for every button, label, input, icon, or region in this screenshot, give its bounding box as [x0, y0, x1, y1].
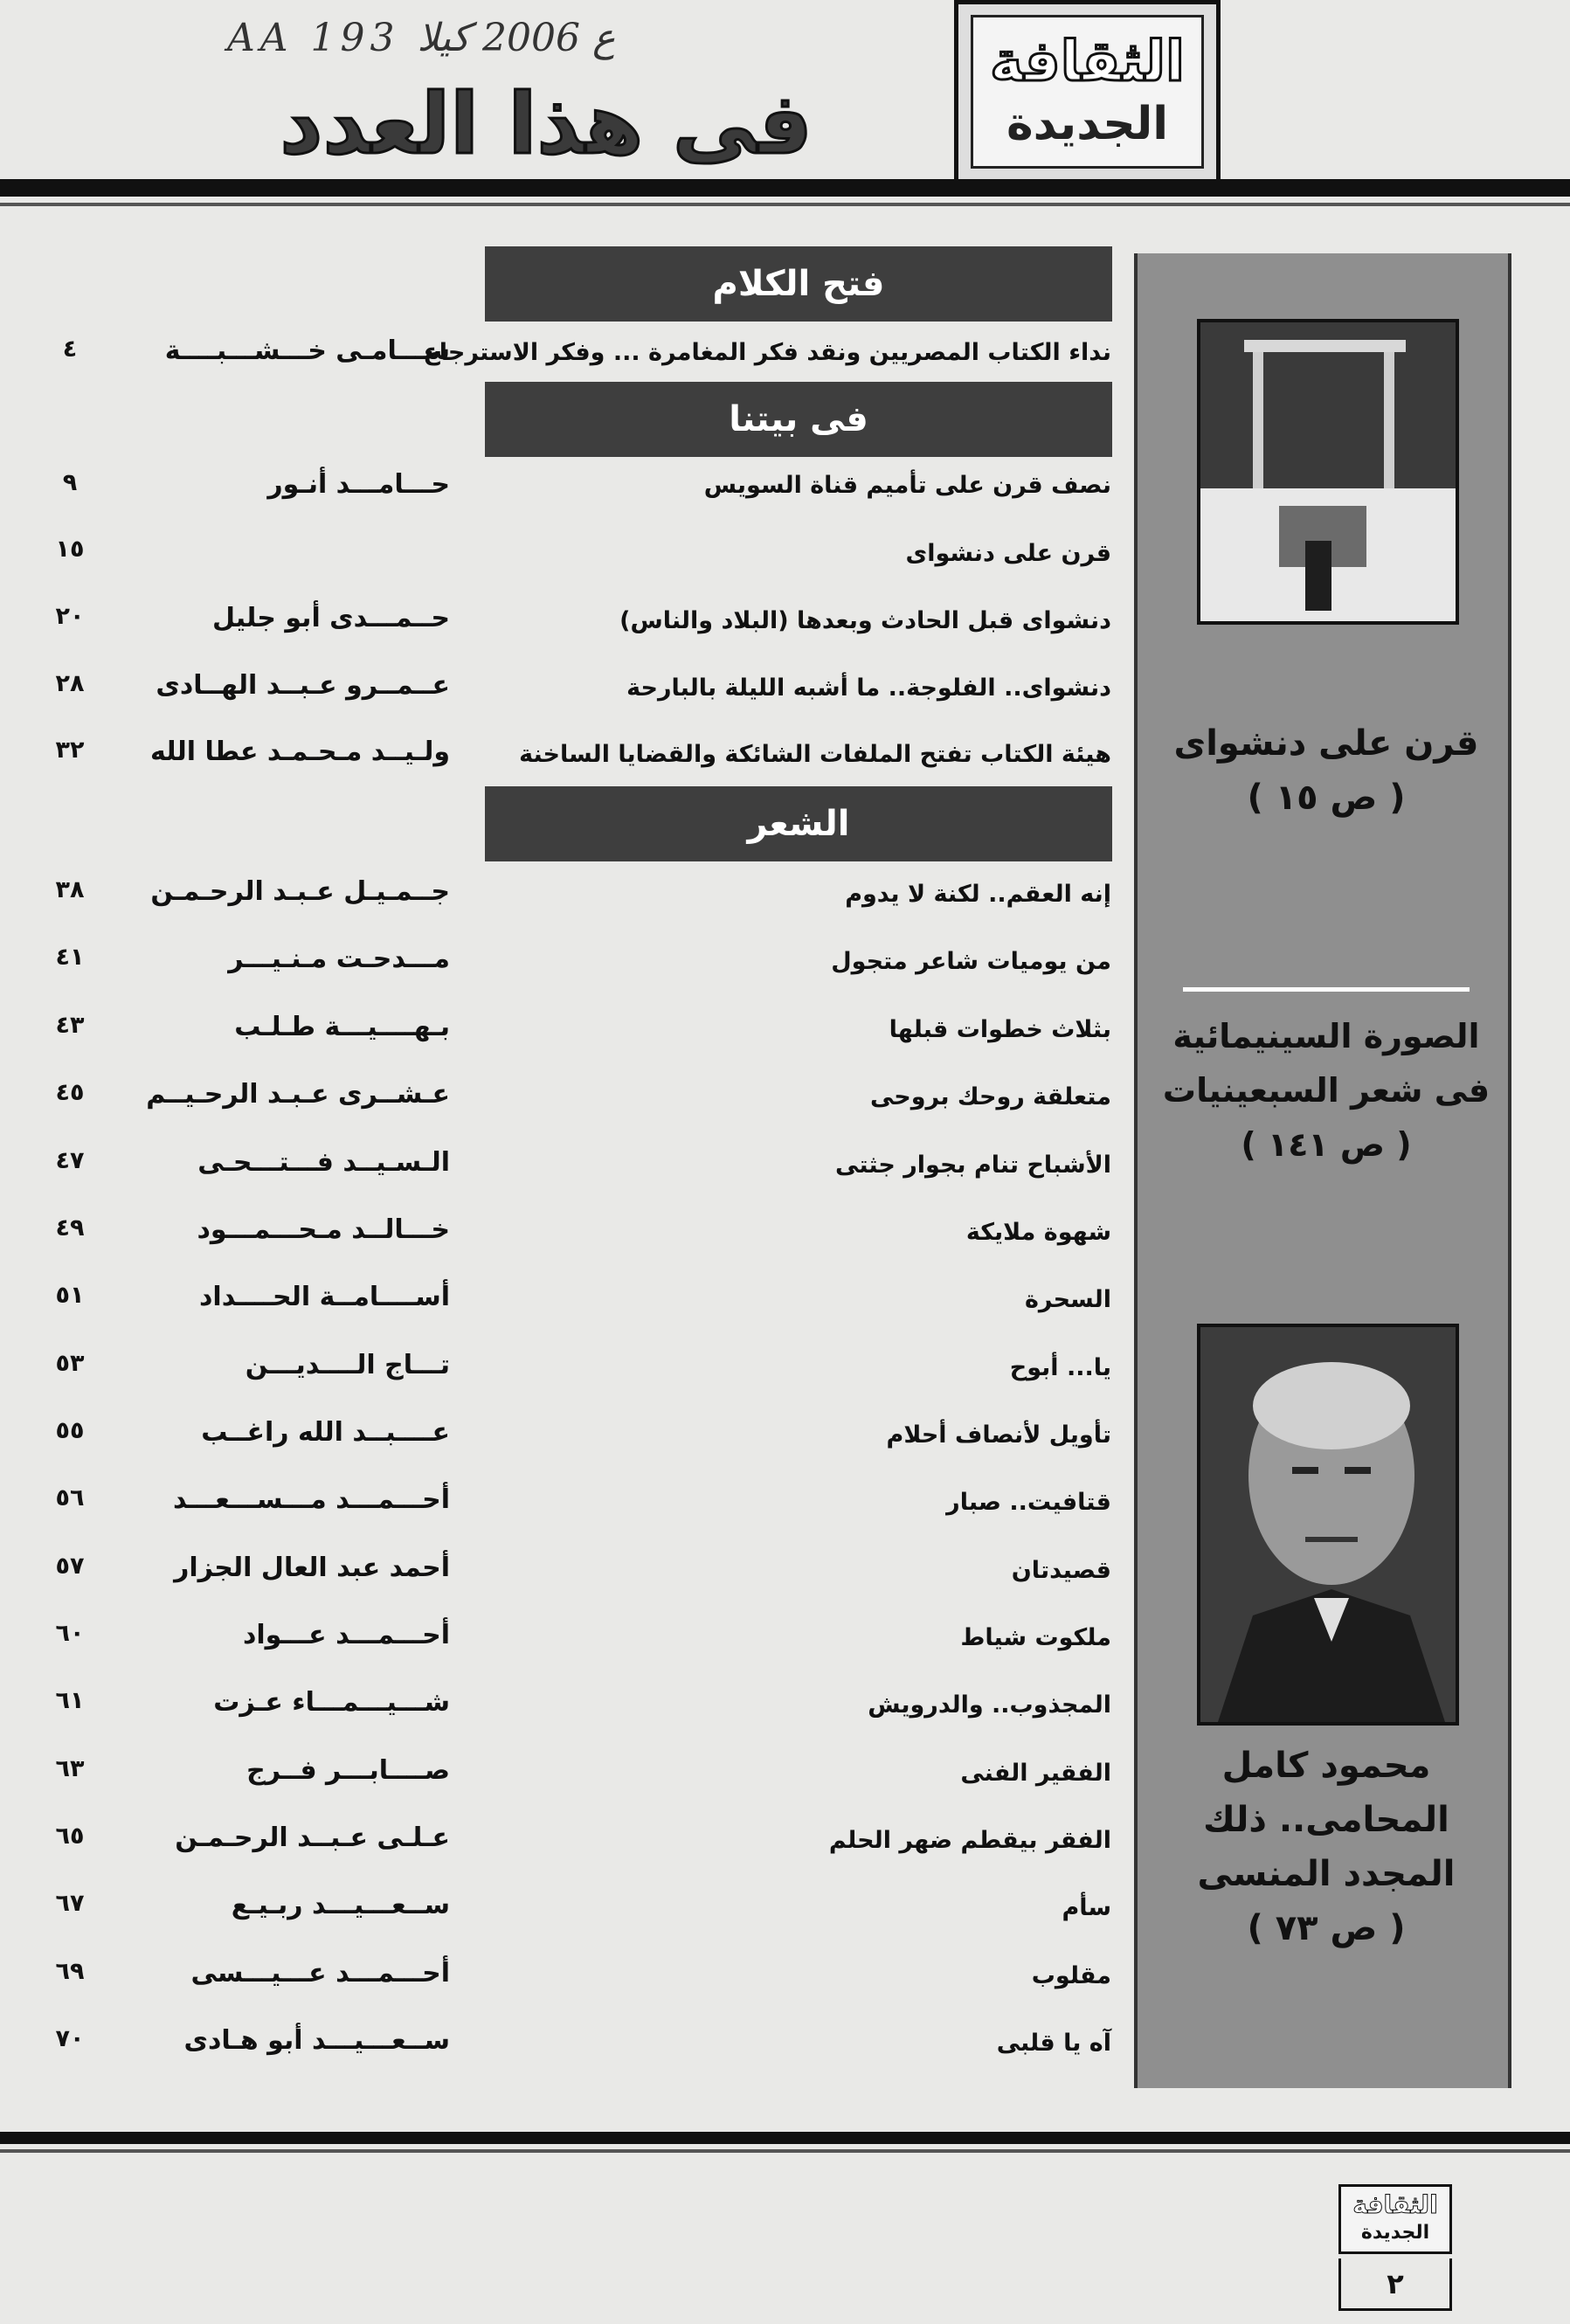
section-heading: الشعر — [485, 786, 1112, 861]
toc-entry-author: عــــبــد الله راغــب — [201, 1417, 450, 1448]
logo-word-bottom: الجديدة — [1006, 98, 1169, 150]
toc-entry-author: شـــيـــمـــاء عـزت — [213, 1687, 450, 1718]
masthead-title: فى هذا العدد — [280, 75, 813, 173]
toc-entry-page: ٤٩ — [55, 1214, 85, 1242]
toc-entry-author: ســعـــيـــد أبو هـادى — [183, 2025, 450, 2056]
toc-entry-page: ٣٨ — [55, 876, 85, 903]
toc-entry-title[interactable]: من يوميات شاعر متجول — [831, 948, 1111, 975]
feature-denshway-page: ( ص ١٥ ) — [1247, 778, 1406, 818]
toc-entry-page: ٤ — [62, 335, 78, 363]
feature-denshway-title: قرن على دنشواى — [1173, 723, 1479, 764]
toc-entry-title[interactable]: سأم — [1062, 1894, 1111, 1921]
toc-entry-author: حـــامـــد أنـور — [267, 469, 450, 500]
toc-entry-page: ٥٧ — [55, 1553, 85, 1580]
toc-entry-page: ٤٥ — [55, 1079, 85, 1106]
toc-entry-page: ٥٥ — [55, 1417, 85, 1444]
feature-mahmoud-page: ( ص ٧٣ ) — [1247, 1908, 1406, 1948]
toc-entry-author: تـــاج الــــديـــن — [245, 1350, 450, 1380]
toc-entry-page: ٧٠ — [55, 2025, 85, 2052]
toc-entry-title[interactable]: هيئة الكتاب تفتح الملفات الشائكة والقضايا الساخنة — [519, 741, 1111, 768]
toc-entry-page: ٦٣ — [55, 1755, 85, 1782]
portrait-image — [1200, 1327, 1456, 1722]
toc-entry-title[interactable]: شهوة ملايكة — [965, 1219, 1111, 1246]
toc-entry-page: ٤١ — [55, 944, 85, 971]
toc-entry-page: ٩ — [62, 469, 78, 496]
toc-entry-page: ٢٠ — [55, 603, 85, 630]
footer-logo-word-bottom: الجديدة — [1360, 2222, 1430, 2244]
section-heading: فى بيتنا — [485, 382, 1112, 457]
footer-logo-word-top: الثقافة — [1352, 2190, 1438, 2219]
logo-word-top: الثقافة — [990, 30, 1185, 94]
feature-mahmoud-line-1: محمود كامل — [1221, 1746, 1431, 1786]
gallows-photo-image — [1200, 322, 1456, 621]
toc-entry-page: ٤٣ — [55, 1012, 85, 1039]
toc-entry-author: صــــابـــر فــرج — [246, 1755, 450, 1786]
page-header — [0, 0, 1570, 190]
toc-entry-title[interactable]: السحرة — [1024, 1286, 1111, 1313]
toc-entry-title[interactable]: آه يا قلبى — [996, 2030, 1111, 2057]
toc-entry-title[interactable]: دنشواى.. الفلوجة.. ما أشبه الليلة بالبارحة — [626, 674, 1111, 702]
feature-cinema-line-2: فى شعر السبعينيات — [1162, 1071, 1490, 1110]
toc-entry-title[interactable]: ملكوت شياط — [960, 1624, 1111, 1651]
feature-mahmoud-kamel-caption — [1155, 1739, 1497, 1955]
feature-sidebar — [1134, 253, 1511, 2088]
toc-entry-author: خـــالــد مـحـــمـــود — [197, 1214, 450, 1245]
toc-entry-author: مـــدحـت مـنـيـــر — [228, 944, 450, 974]
footer-divider-thin — [0, 2149, 1570, 2153]
toc-entry-author: ســـامـى خـــشـــبــــة — [164, 335, 450, 366]
toc-entry-page: ١٥ — [55, 536, 85, 563]
toc-entry-title[interactable]: مقلوب — [1031, 1962, 1111, 1989]
section-heading: فتح الكلام — [485, 246, 1112, 322]
feature-denshway-caption — [1155, 716, 1497, 825]
toc-entry-page: ٦٩ — [55, 1958, 85, 1985]
toc-entry-title[interactable]: قتافيت.. صبار — [946, 1489, 1111, 1516]
toc-entry-page: ٦١ — [55, 1687, 85, 1714]
toc-entry-title[interactable]: دنشواى قبل الحادث وبعدها (البلاد والناس) — [619, 607, 1111, 634]
toc-entry-title[interactable]: الأشباح تنام بجوار جثتى — [835, 1152, 1111, 1179]
toc-entry-page: ٦٠ — [55, 1620, 85, 1647]
sidebar-divider — [1183, 987, 1470, 992]
toc-entry-author: الـسـيــد فـــتـــحـى — [197, 1147, 450, 1178]
feature-cinema-caption — [1155, 1009, 1497, 1172]
toc-entry-author: ســعـــيـــد ربـيـع — [231, 1890, 450, 1920]
logo-frame — [971, 15, 1204, 169]
feature-cinema-line-1: الصورة السينيمائية — [1172, 1017, 1480, 1055]
footer-logo — [1338, 2184, 1452, 2254]
toc-entry-title[interactable]: نصف قرن على تأميم قناة السويس — [703, 472, 1111, 499]
toc-entry-page: ٦٥ — [55, 1823, 85, 1850]
toc-entry-page: ٥١ — [55, 1282, 85, 1309]
toc-entry-author: بـهــــيـــة طـلـب — [234, 1012, 450, 1042]
toc-entry-title[interactable]: متعلقة روحك بروحى — [869, 1083, 1111, 1110]
toc-entry-author: عـشــرى عـبـد الرحـيــم — [146, 1079, 450, 1110]
toc-entry-title[interactable]: الفقر بيقطم ضهر الحلم — [828, 1827, 1111, 1854]
footer-divider — [0, 2132, 1570, 2144]
header-divider-thin — [0, 203, 1570, 206]
handwritten-catalog-note: AA 193 ع 2006 كيلا — [227, 16, 616, 60]
toc-entry-page: ٦٧ — [55, 1890, 85, 1917]
toc-entry-page: ٥٣ — [55, 1350, 85, 1377]
toc-entry-author: جــمـيـل عـبـد الرحـمـن — [150, 876, 450, 907]
toc-entry-author: أحـــمـــد عـــواد — [242, 1620, 450, 1650]
toc-entry-author: أحـــمـــد مـــســـعـــد — [173, 1484, 450, 1515]
toc-entry-title[interactable]: إنه العقم.. لكنة لا يدوم — [845, 881, 1111, 908]
portrait-photo — [1197, 1324, 1459, 1726]
toc-entry-title[interactable]: تأويل لأنصاف أحلام — [886, 1421, 1111, 1449]
magazine-logo — [954, 0, 1221, 183]
toc-entry-title[interactable]: قصيدتان — [1011, 1557, 1111, 1584]
toc-entry-author: حــمـــدى أبو جليل — [212, 603, 450, 633]
toc-entry-author: أحمد عبد العال الجزار — [174, 1553, 450, 1583]
feature-mahmoud-line-3: المجدد المنسى — [1197, 1854, 1456, 1894]
toc-entry-title[interactable]: بثلاث خطوات قبلها — [889, 1016, 1111, 1043]
feature-photo-denshway — [1197, 319, 1459, 625]
toc-entry-page: ٥٦ — [55, 1484, 85, 1511]
toc-entry-title[interactable]: يا... أبوح — [1009, 1354, 1111, 1381]
toc-entry-page: ٣٢ — [55, 737, 85, 764]
toc-entry-author: أحـــمـــد عـــيـــسى — [190, 1958, 450, 1989]
toc-entry-title[interactable]: نداء الكتاب المصريين ونقد فكر المغامرة ... وفكر الاسترجاع — [423, 339, 1111, 366]
toc-entry-author: عــمــرو عـبــد الهــادى — [156, 670, 450, 701]
page-number: ٢ — [1338, 2258, 1452, 2311]
toc-entry-author: ولـيــد مـحـمـد عطا الله — [150, 737, 450, 767]
toc-entry-title[interactable]: المجذوب.. والدرويش — [868, 1691, 1111, 1719]
feature-mahmoud-line-2: المحامى.. ذلك — [1203, 1800, 1449, 1840]
toc-entry-page: ٢٨ — [55, 670, 85, 697]
toc-entry-title[interactable]: الفقير الفنى — [960, 1760, 1111, 1787]
toc-entry-author: عـلـى عـبــد الرحـمـن — [175, 1823, 450, 1853]
toc-entry-page: ٤٧ — [55, 1147, 85, 1174]
toc-entry-title[interactable]: قرن على دنشواى — [905, 540, 1111, 567]
header-divider — [0, 179, 1570, 197]
feature-cinema-page: ( ص ١٤١ ) — [1241, 1125, 1412, 1164]
toc-entry-author: أســــامــة الحــــداد — [199, 1282, 450, 1312]
